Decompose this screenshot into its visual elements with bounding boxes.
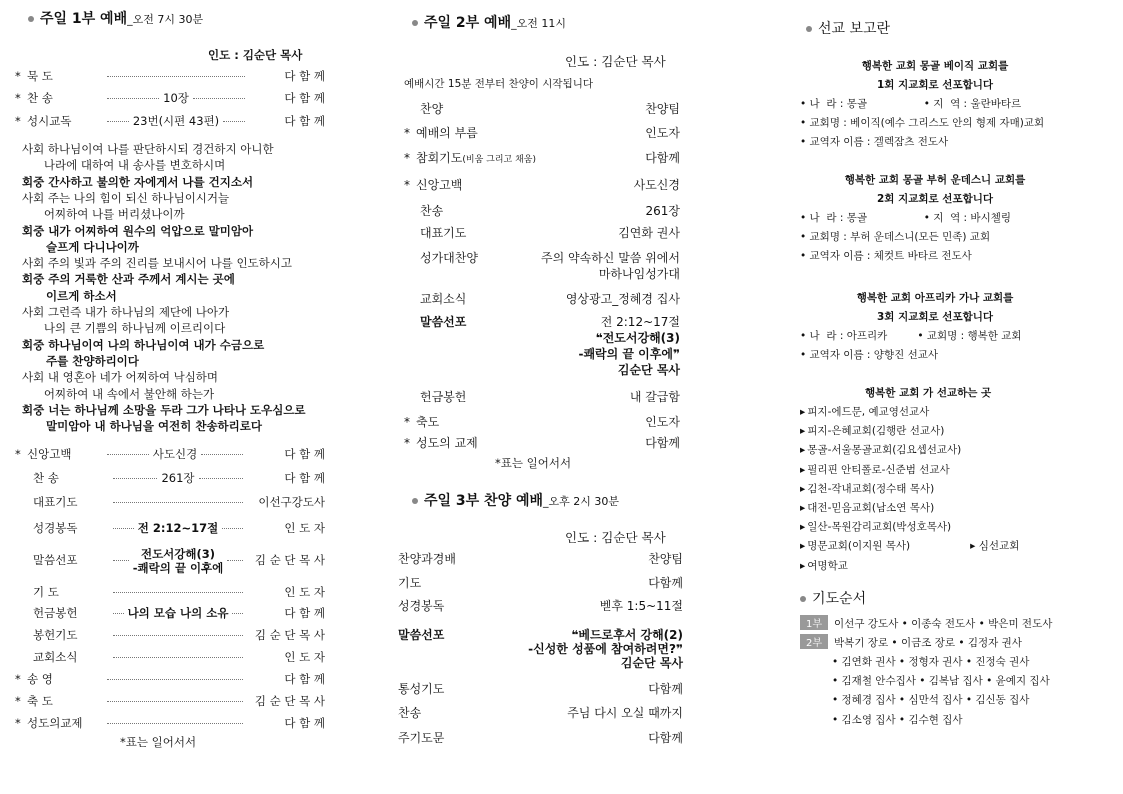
star-mark: * — [15, 114, 21, 128]
service2-heading: 주일 2부 예배_오전 11시 — [412, 12, 566, 32]
responsive-reading-line: 사회 주는 나의 힘이 되신 하나님이시거늘 — [22, 190, 230, 205]
order-right: 마하나임성가대 — [598, 267, 680, 281]
leader-dots — [223, 121, 245, 122]
order-right: 다 함 께 — [284, 606, 326, 620]
order-right: 주의 약속하신 말씀 위에서 — [541, 251, 680, 265]
mission-detail: • 나 라 : 몽골 • 지 역 : 바시첼링 — [800, 212, 1012, 224]
mission-heading: 선교 보고란 — [806, 18, 890, 38]
order-right: -쾌락의 끝 이후에❞ — [578, 347, 680, 361]
leader-dots — [201, 454, 243, 455]
order-item-row — [15, 547, 326, 581]
prayer-row — [832, 654, 1029, 669]
order-right: 인도자 — [645, 126, 680, 140]
order-value: 나의 모습 나의 소유 — [127, 606, 229, 620]
order-right-block — [578, 314, 680, 378]
bullet-icon — [28, 16, 34, 22]
order-right: 김순단 목사 — [617, 363, 680, 377]
order-label: 예배의 부름 — [416, 126, 478, 140]
order-right: 전 2:12~17절 — [600, 315, 680, 329]
order-label: 말씀선포 — [420, 315, 467, 329]
order-right: 다 함 께 — [284, 672, 325, 686]
order-label: 찬 송 — [27, 91, 53, 105]
order-item-row — [404, 434, 680, 451]
leader-dots — [107, 76, 245, 77]
star-mark: * — [15, 694, 21, 708]
order-item-row — [398, 550, 683, 567]
leader-dots — [113, 528, 134, 529]
order-label: 성경봉독 — [33, 521, 78, 535]
order-right: 찬양팀 — [648, 552, 683, 566]
responsive-reading-line: 회중 너는 하나님께 소망을 두라 그가 나타나 도우심으로 — [22, 402, 306, 417]
leader-dots — [113, 478, 157, 479]
responsive-reading-line: 사회 내 영혼아 네가 어찌하여 낙심하며 — [22, 370, 219, 385]
mission-detail: • 교회명 : 베이직(예수 그리스도 안의 형제 자매)교회 — [800, 117, 1045, 129]
order-label: 기도 — [398, 576, 422, 590]
order-item-row — [398, 729, 683, 746]
order-right: 김순단 목사 — [620, 656, 683, 670]
order-note: (비움 그리고 채움) — [462, 155, 536, 165]
leader-dots — [227, 560, 243, 561]
order-right: 다함께 — [648, 576, 683, 590]
order-label: 축도 — [416, 415, 440, 429]
mission-title: 행복한 교회 몽골 부허 운데스니 교회를 — [844, 174, 1026, 186]
responsive-reading-line: 회중 주의 거룩한 산과 주께서 계시는 곳에 — [22, 272, 235, 287]
order-right: -신성한 성품에 참여하려면?❞ — [528, 642, 683, 656]
order-right: 다 함 께 — [284, 91, 325, 105]
mission-place: ▸ 대전-믿음교회(남소연 목사) — [800, 500, 934, 515]
mission-subtitle: 2회 지교회로 선포합니다 — [876, 193, 994, 205]
service2-footnote: *표는 일어서서 — [495, 456, 572, 470]
leader-dots — [107, 121, 129, 122]
order-label: 찬송 — [420, 204, 444, 218]
sermon-series: 전도서강해(3) — [140, 547, 216, 561]
order-label: 성시교독 — [27, 114, 72, 128]
leader-dots — [222, 528, 243, 529]
order-label: 신앙고백 — [416, 178, 463, 192]
leader-dots — [232, 613, 243, 614]
leader-dots — [107, 98, 159, 99]
service3-heading: 주일 3부 찬양 예배_오후 2시 30분 — [412, 490, 619, 510]
order-label: 찬양 — [420, 102, 444, 116]
order-item-row — [15, 113, 325, 129]
order-item-row — [398, 597, 683, 614]
prayer-names: 이선구 강도사 • 이종숙 전도사 • 박은미 전도사 — [834, 618, 1053, 630]
responsive-reading-line: 어찌하여 나를 버리셨나이까 — [22, 207, 185, 222]
prayer-row — [800, 615, 1052, 631]
service2-note: 예배시간 15분 전부터 찬양이 시작됩니다 — [404, 78, 593, 90]
order-right: 김 순 단 목 사 — [254, 628, 325, 642]
prayer-row — [832, 712, 963, 727]
order-right: 찬양팀 — [645, 102, 680, 116]
leader-dots — [199, 478, 243, 479]
order-item-row — [15, 494, 325, 510]
order-item-row — [15, 605, 325, 621]
order-right: 261장 — [645, 204, 680, 218]
leader-dots — [113, 635, 243, 636]
order-label: 말씀선포 — [398, 628, 445, 642]
order-right: 다 함 께 — [284, 447, 325, 461]
order-right: 다 함 께 — [284, 471, 325, 485]
order-item-row — [404, 124, 680, 141]
bullet-icon — [412, 20, 418, 26]
mission-place: ▸ 몽골-서울몽골교회(김요셉선교사) — [800, 442, 961, 457]
star-mark: * — [15, 716, 21, 730]
prayer-names: • 정혜경 집사 • 심만석 집사 • 김신동 집사 — [832, 694, 1030, 707]
leader-dots — [113, 502, 243, 503]
star-mark: * — [15, 91, 21, 105]
star-mark: * — [404, 178, 410, 192]
order-right-block — [541, 250, 680, 282]
mission-title: 행복한 교회 몽골 베이직 교회를 — [861, 60, 1009, 72]
order-value: 10장 — [163, 91, 189, 105]
leader-dots — [113, 560, 129, 561]
order-label: 찬송 — [398, 706, 422, 720]
order-right: 다 함 께 — [284, 114, 325, 128]
order-right: 주님 다시 오실 때까지 — [567, 706, 683, 720]
leader-dots — [107, 454, 149, 455]
order-item-row — [404, 290, 680, 307]
star-mark: * — [15, 672, 21, 686]
order-right: 김연화 권사 — [618, 226, 680, 240]
order-item-row — [15, 68, 325, 84]
order-value: 사도신경 — [152, 447, 198, 461]
star-mark: * — [15, 447, 21, 461]
mission-place: ▸ 피지-에드문, 예교영선교사 — [800, 404, 929, 419]
order-right: 다 함 께 — [284, 69, 325, 83]
order-label: 봉헌기도 — [33, 628, 78, 642]
responsive-reading-line: 말미암아 내 하나님을 여전히 찬송하리로다 — [22, 419, 262, 434]
mission-detail: • 나 라 : 몽골 • 지 역 : 울란바타르 — [800, 98, 1022, 110]
order-label: 대표기도 — [33, 495, 78, 509]
order-label: 헌금봉헌 — [33, 606, 78, 620]
order-right: 인도자 — [645, 415, 680, 429]
order-item-row — [404, 176, 680, 193]
star-mark: * — [404, 151, 410, 165]
service1-heading: 주일 1부 예배_오전 7시 30분 — [28, 8, 203, 28]
order-right: 다함께 — [648, 731, 683, 745]
order-label: 기 도 — [33, 585, 59, 599]
order-item-row — [15, 446, 325, 462]
star-mark: * — [404, 126, 410, 140]
bullet-icon — [806, 26, 812, 32]
order-right: 사도신경 — [633, 178, 680, 192]
order-item-row — [404, 202, 680, 219]
prayer-names: • 김재철 안수집사 • 김복남 집사 • 윤예지 집사 — [832, 674, 1050, 687]
order-label: 참회기도 — [416, 151, 463, 165]
leader-dots — [107, 679, 243, 680]
order-right: 김 순 단 목 사 — [254, 694, 325, 708]
responsive-reading-line: 회중 하나님이여 나의 하나님이여 내가 수금으로 — [22, 337, 265, 352]
mission-place: ▸ 필리핀 안티폴로-신준범 선교사 — [800, 462, 950, 477]
mission-detail: • 교회명 : 부허 운데스니(모든 민족) 교회 — [800, 231, 991, 243]
responsive-reading-line: 사회 그런즉 내가 하나님의 제단에 나아가 — [22, 305, 230, 319]
responsive-reading-line: 나의 큰 기쁨의 하나님께 이르리이다 — [22, 321, 226, 336]
mission-place: ▸ 일산-목원감리교회(박성호목사) — [800, 519, 951, 534]
order-item-row — [404, 313, 680, 378]
order-item-row — [404, 149, 680, 166]
star-mark: * — [404, 415, 410, 429]
prayer-row — [832, 692, 1029, 707]
leader-dots — [107, 701, 243, 702]
order-label: 성도의 교제 — [416, 436, 478, 450]
prayer-row — [832, 673, 1050, 688]
order-label: 주기도문 — [398, 731, 445, 745]
responsive-reading-line: 사회 하나님이여 나를 판단하시되 경건하지 아니한 — [22, 142, 274, 156]
order-value: 전 2:12~17절 — [137, 521, 219, 535]
order-value: 23번(시편 43편) — [132, 114, 220, 128]
responsive-reading-line: 회중 간사하고 불의한 자에게서 나를 건지소서 — [22, 174, 254, 189]
responsive-reading-line: 슬프게 다니나이까 — [22, 239, 139, 254]
prayer-row — [800, 634, 1022, 650]
responsive-reading-line: 나라에 대하여 내 송사를 변호하시며 — [22, 158, 226, 173]
mission-subtitle: 1회 지교회로 선포합니다 — [876, 79, 994, 91]
leader-dots — [113, 613, 124, 614]
order-item-row — [15, 671, 325, 687]
service1-leader: 인도 : 김순단 목사 — [208, 48, 303, 62]
leader-dots — [113, 592, 243, 593]
order-right: 인 도 자 — [284, 650, 325, 664]
order-item-row — [15, 90, 325, 106]
order-right: 다함께 — [645, 151, 680, 165]
mission-detail: • 나 라 : 아프리카 • 교회명 : 행복한 교회 — [800, 330, 1022, 342]
order-item-row — [15, 470, 325, 486]
responsive-reading-line: 사회 주의 빛과 주의 진리를 보내시어 나를 인도하시고 — [22, 256, 292, 271]
order-value: 261장 — [161, 471, 195, 485]
order-right: ❝전도서강해(3) — [595, 331, 680, 345]
service2-leader: 인도 : 김순단 목사 — [565, 54, 666, 69]
sermon-subtitle: -쾌락의 끝 이후에 — [132, 561, 224, 575]
order-item-row — [398, 704, 683, 721]
order-item-row — [398, 574, 683, 591]
sermon-title — [133, 547, 224, 575]
order-item-row — [398, 626, 683, 670]
mission-title: 행복한 교회 아프리카 가나 교회를 — [856, 292, 1014, 304]
order-item-row — [398, 680, 683, 697]
order-label: 찬양과경배 — [398, 552, 456, 566]
order-label: 찬 송 — [33, 471, 59, 485]
leader-dots — [193, 98, 245, 99]
order-label: 말씀선포 — [33, 553, 78, 567]
order-label: 통성기도 — [398, 682, 445, 696]
service-badge: 1부 — [800, 615, 828, 630]
order-label: 성경봉독 — [398, 599, 445, 613]
order-right: 인 도 자 — [284, 585, 325, 599]
mission-detail: • 교역자 이름 : 겔렉잠츠 전도사 — [800, 136, 949, 148]
order-item-row — [15, 520, 325, 536]
order-item-row — [404, 249, 680, 282]
order-label: 헌금봉헌 — [420, 390, 467, 404]
bullet-icon — [800, 596, 806, 602]
order-label: 축 도 — [27, 694, 53, 708]
responsive-reading-line: 어찌하여 내 속에서 불안해 하는가 — [22, 386, 215, 401]
service1-footnote: *표는 일어서서 — [120, 735, 197, 749]
order-right-block — [528, 628, 683, 670]
leader-dots — [113, 657, 243, 658]
order-label: 교회소식 — [33, 650, 78, 664]
order-item-row — [15, 649, 325, 665]
order-right: 김 순 단 목 사 — [254, 553, 326, 567]
prayer-names: • 김소영 집사 • 김수현 집사 — [832, 713, 963, 726]
order-right: 다 함 께 — [284, 716, 325, 730]
star-mark: * — [15, 69, 21, 83]
prayer-heading: 기도순서 — [800, 588, 866, 608]
order-item-row — [404, 100, 680, 117]
mission-subtitle: 3회 지교회로 선포합니다 — [876, 311, 994, 323]
order-item-row — [404, 413, 680, 430]
mission-place: ▸ 피지-은혜교회(김행란 선교사) — [800, 423, 944, 438]
order-right: ❝베드로후서 강해(2) — [571, 628, 683, 642]
bullet-icon — [412, 498, 418, 504]
order-item-row — [15, 584, 325, 600]
mission-detail: • 교역자 이름 : 체컷트 바타르 전도사 — [800, 250, 972, 262]
order-label: 교회소식 — [420, 292, 467, 306]
responsive-reading-line: 주를 찬양하리이다 — [22, 353, 139, 368]
prayer-names: • 김연화 권사 • 정형자 권사 • 진정숙 권사 — [832, 655, 1030, 668]
order-right: 이선구강도사 — [258, 495, 325, 509]
places-title: 행복한 교회 가 선교하는 곳 — [865, 387, 992, 399]
responsive-reading-line: 회중 내가 어찌하여 원수의 억압으로 말미암아 — [22, 223, 254, 238]
order-item-row — [404, 388, 680, 405]
order-label: 성도의교제 — [27, 716, 83, 730]
order-right: 영상광고_정혜경 집사 — [565, 292, 680, 306]
leader-dots — [107, 723, 243, 724]
order-label: 대표기도 — [420, 226, 467, 240]
order-right: 벧후 1:5~11절 — [599, 599, 683, 613]
order-label: 성가대찬양 — [420, 251, 478, 265]
mission-detail: • 교역자 이름 : 양향진 선교사 — [800, 349, 938, 361]
service3-leader: 인도 : 김순단 목사 — [565, 530, 666, 545]
order-label: 송 영 — [27, 672, 53, 686]
order-label: 신앙고백 — [27, 447, 72, 461]
mission-place: ▸ 여명학교 — [800, 558, 848, 573]
prayer-names: 박복기 장로 • 이금조 장로 • 김정자 권사 — [834, 637, 1022, 650]
order-right: 내 갈급함 — [629, 390, 680, 404]
order-item-row — [15, 627, 325, 643]
responsive-reading-line: 이르게 하소서 — [22, 288, 117, 303]
mission-place: ▸ 김천-작내교회(정수태 목사) — [800, 481, 934, 496]
mission-place: ▸ 명문교회(이지원 목사) ▸ 심선교회 — [800, 538, 1019, 553]
order-item-row — [15, 693, 325, 709]
star-mark: * — [404, 436, 410, 450]
service-badge: 2부 — [800, 634, 828, 649]
order-right: 다함께 — [645, 436, 680, 450]
order-label: 묵 도 — [27, 69, 53, 83]
order-right: 다함께 — [648, 682, 683, 696]
order-item-row — [404, 224, 680, 241]
order-item-row — [15, 715, 325, 731]
order-right: 인 도 자 — [284, 521, 325, 535]
